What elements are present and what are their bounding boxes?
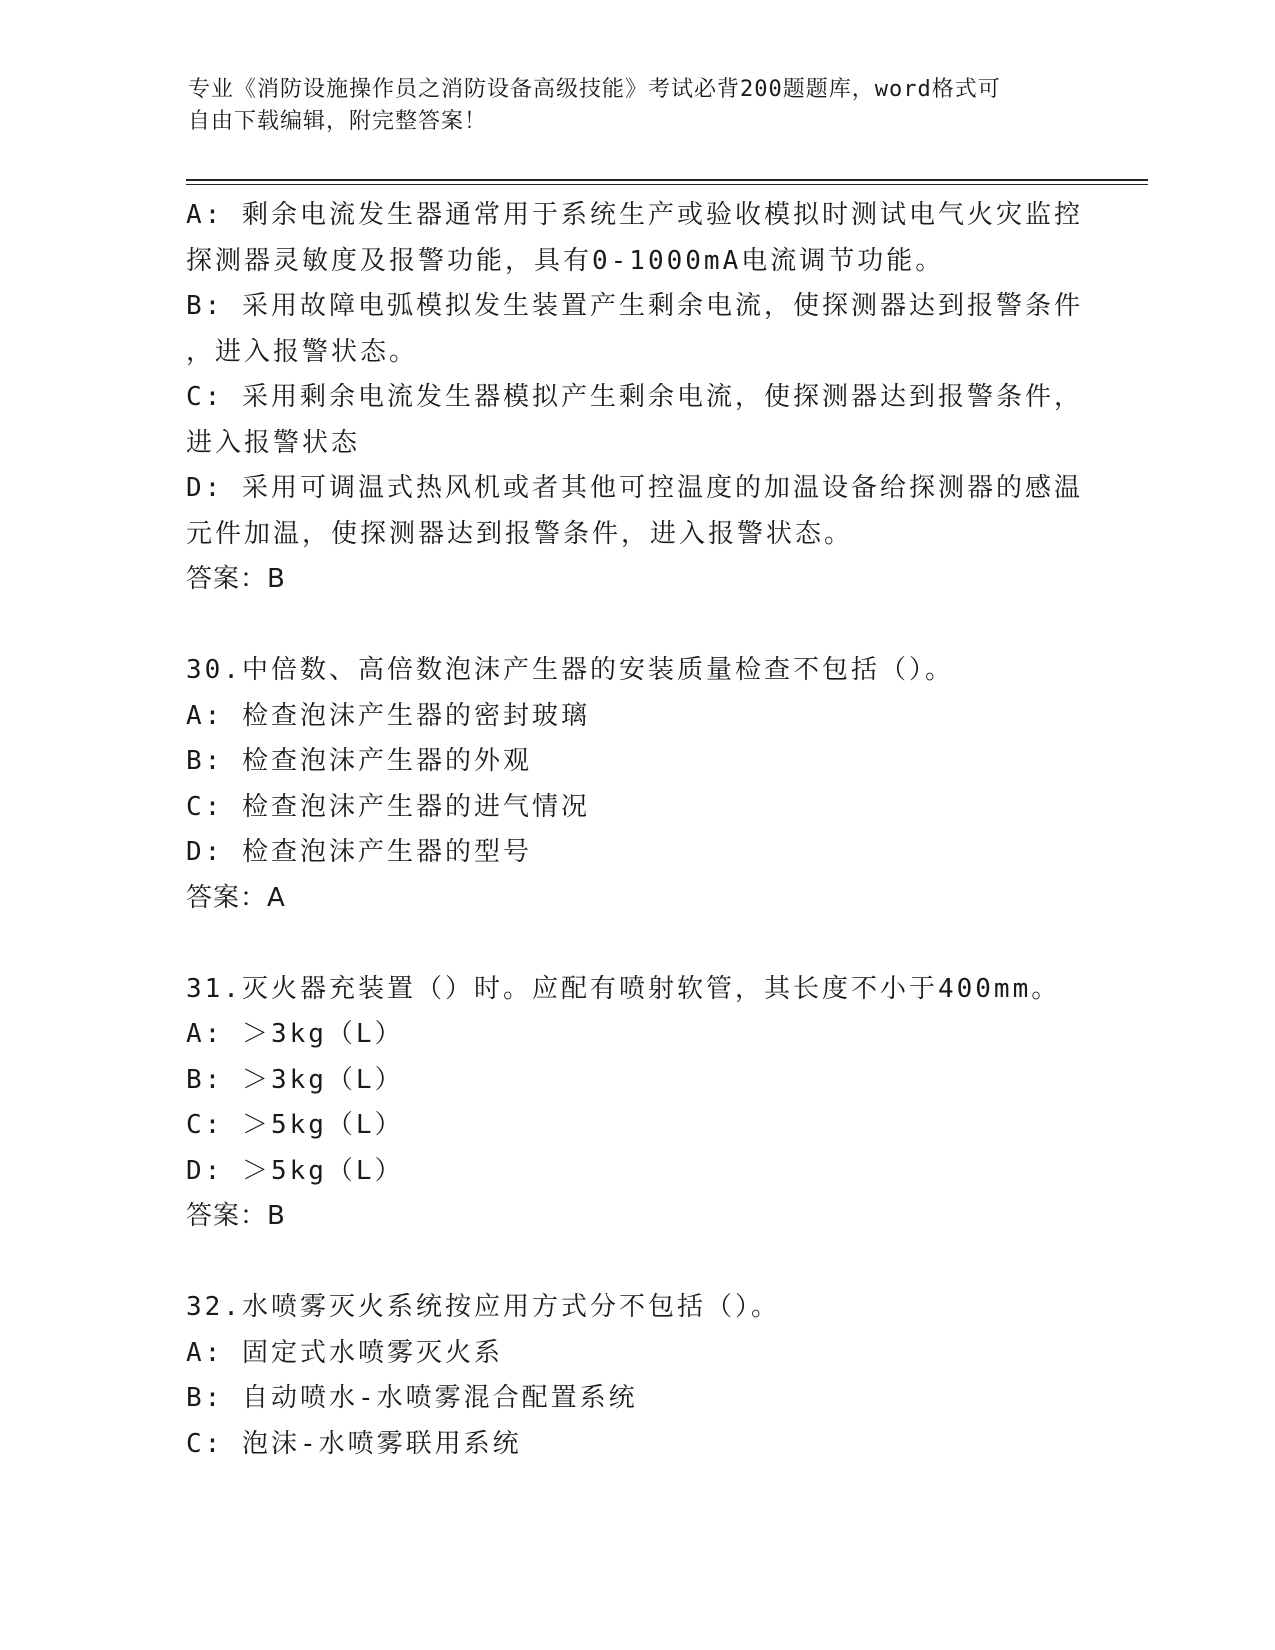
question-list — [186, 193, 1086, 1467]
q31-option-b: B: ＞3kg（L） — [186, 1064, 404, 1095]
q32-option-c: C: 泡沫-水喷雾联用系统 — [186, 1428, 522, 1459]
q30-option-a: A: 检查泡沫产生器的密封玻璃 — [186, 700, 590, 731]
q32-stem: 32.水喷雾灭火系统按应用方式分不包括（）。 — [186, 1292, 780, 1322]
q29-option-b-line-1: B: 采用故障电弧模拟发生装置产生剩余电流，使探测器达到报警条件 — [186, 291, 1083, 321]
question-spacer — [186, 921, 1086, 967]
q29-option-b-line-2: ，进入报警状态。 — [186, 336, 419, 367]
q31-answer: 答案：B — [186, 1201, 286, 1231]
q30-stem: 30.中倍数、高倍数泡沫产生器的安装质量检查不包括（）。 — [186, 655, 954, 685]
header-line-1: 专业《消防设施操作员之消防设备高级技能》考试必背200题题库，word格式可 — [188, 77, 1001, 102]
q32-option-b: B: 自动喷水-水喷雾混合配置系统 — [186, 1383, 638, 1413]
question-30-block — [186, 648, 1086, 921]
q30-option-c: C: 检查泡沫产生器的进气情况 — [186, 791, 590, 822]
q32-option-a: A: 固定式水喷雾灭火系 — [186, 1337, 503, 1368]
q29-option-d-line-2: 元件加温，使探测器达到报警条件，进入报警状态。 — [186, 518, 854, 549]
q30-option-d: D: 检查泡沫产生器的型号 — [186, 837, 532, 867]
q29-option-d-line-1: D: 采用可调温式热风机或者其他可控温度的加温设备给探测器的感温 — [186, 473, 1083, 503]
q30-option-b: B: 检查泡沫产生器的外观 — [186, 746, 532, 776]
document-header — [188, 74, 1068, 138]
q29-answer: 答案：B — [186, 564, 286, 594]
question-31-block — [186, 967, 1086, 1240]
q29-option-a-line-2: 探测器灵敏度及报警功能，具有0-1000mA电流调节功能。 — [186, 245, 945, 276]
q31-stem: 31.灭火器充装置（）时。应配有喷射软管，其长度不小于400mm。 — [186, 973, 1061, 1004]
q31-option-a: A: ＞3kg（L） — [186, 1019, 404, 1049]
q29-option-a-line-1: A: 剩余电流发生器通常用于系统生产或验收模拟时测试电气火灾监控 — [186, 200, 1083, 230]
header-line-2: 自由下载编辑，附完整答案！ — [188, 109, 488, 134]
question-spacer — [186, 603, 1086, 649]
q29-option-c-line-1: C: 采用剩余电流发生器模拟产生剩余电流，使探测器达到报警条件， — [186, 382, 1083, 412]
q31-option-c: C: ＞5kg（L） — [186, 1110, 404, 1140]
q31-option-d: D: ＞5kg（L） — [186, 1155, 404, 1186]
question-spacer — [186, 1240, 1086, 1286]
question-29-block — [186, 193, 1086, 603]
q30-answer: 答案：A — [186, 882, 286, 913]
question-32-block — [186, 1285, 1086, 1467]
header-divider — [186, 179, 1148, 185]
q29-option-c-line-2: 进入报警状态 — [186, 427, 361, 458]
